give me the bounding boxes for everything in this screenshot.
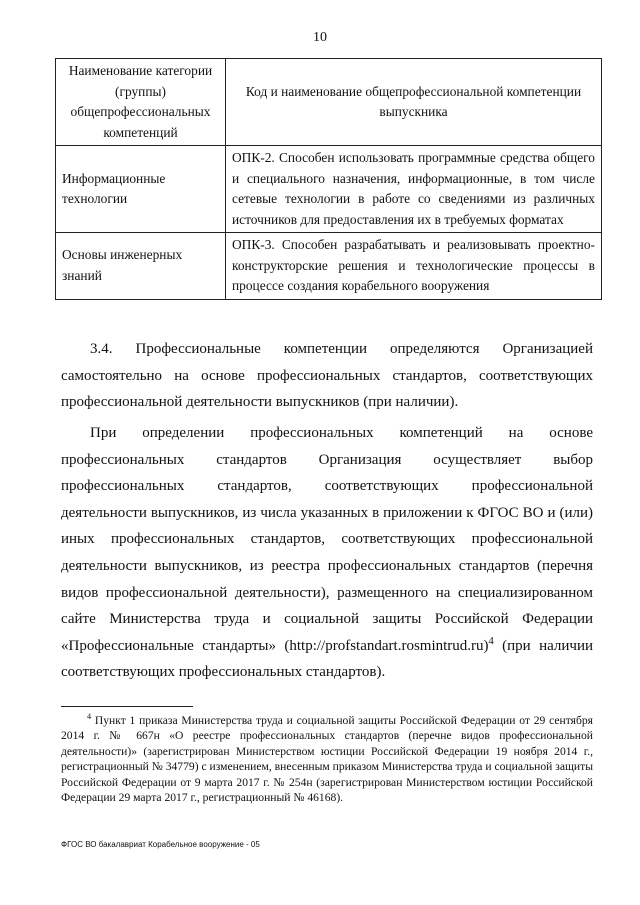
footnote-marker: 4 [87, 712, 92, 722]
footnote-text: Пункт 1 приказа Министерства труда и социальной защиты Российской Федерации от 29 сентября 2014 г. № 667н «О реестре профессиональных стандартов (перечне видов профессиональной деятельности)» (зарегистрирован Министерством юстиции Российской Федерации 19 ноября 2014 г., регистрационный № 34779) с изменением, внесенным приказом Министерства труда и социальной защиты Российской Федерации от 9 марта 2017 г. № 254н (зарегистрирован Министерством юстиции Российской Федерации 29 марта 2017 г., регистрационный № 46168). [61, 714, 593, 805]
paragraph-text: При определении профессиональных компетенций на основе профессиональных стандартов Организация осуществляет выбор профессиональных стандартов, соответствующих профессиональной деятельности выпускников, из числа указанных в приложении к ФГОС ВО и (или) иных профессиональных стандартов, соответствующих профессиональной деятельности выпускников, из реестра профессиональных стандартов (перечня видов профессиональной деятельности), размещенного на специализированном сайте Министерства труда и социальной защиты Российской Федерации «Профессиональные стандарты» (http://profstandart.rosmintrud.ru) [61, 425, 593, 654]
paragraph-professional-standards [61, 420, 593, 686]
page-footer: ФГОС ВО бакалавриат Корабельное вооружение - 05 [61, 840, 260, 849]
paragraph-3-4: 3.4. Профессиональные компетенции определяются Организацией самостоятельно на основе профессиональных стандартов, соответствующих профессиональной деятельности выпускников (при наличии). [61, 341, 593, 411]
competencies-table [55, 58, 602, 300]
header-competence: Код и наименование общепрофессиональной компетенции выпускника [226, 59, 602, 146]
row-category: Информационные технологии [56, 146, 226, 233]
footnote-divider [61, 706, 193, 707]
paragraph-text-end: (при наличии соответствующих профессиональных стандартов). [61, 637, 593, 681]
row-competence: ОПК-3. Способен разрабатывать и реализовывать проектно-конструкторские решения и технологические процессы в процессе создания корабельного вооружения [226, 233, 602, 300]
header-category: Наименование категории (группы) общепрофессиональных компетенций [56, 59, 226, 146]
table-header-row [56, 59, 602, 146]
footnote [61, 713, 593, 805]
page-number: 10 [313, 30, 327, 45]
table-row [56, 146, 602, 233]
row-competence: ОПК-2. Способен использовать программные средства общего и специального назначения, информационные, в том числе сетевые технологии в работе со сведениями из различных источников для предоставления их в требуемых форматах [226, 146, 602, 233]
footnote-reference[interactable]: 4 [488, 635, 494, 647]
table-row [56, 233, 602, 300]
row-category: Основы инженерных знаний [56, 233, 226, 300]
